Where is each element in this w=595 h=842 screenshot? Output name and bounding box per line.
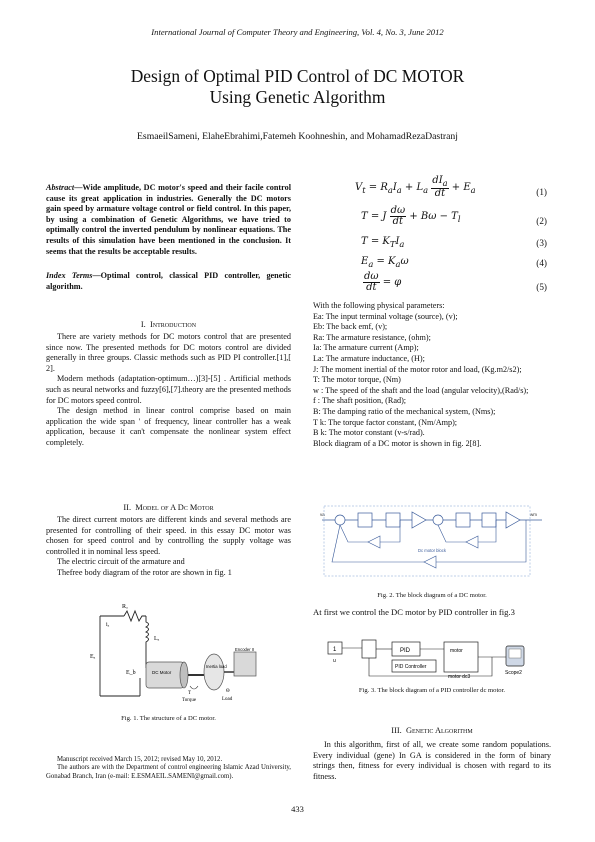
equation-number: (4) <box>536 258 547 268</box>
param-item: f : The shaft position, (Rad); <box>313 396 407 406</box>
sum-block-icon <box>362 640 376 658</box>
equation-4: $E_a = K_a\omega$ <box>361 256 409 269</box>
paragraph: Modern methods (adaptation-optimum…)[3]-[5] . Artificial methods such as neural networks and fuzzy[6],[7].theory are the presented methods for DC motors speed control. <box>46 374 291 405</box>
index-terms-label: Index Terms <box>46 271 93 280</box>
fig1-label-eb: E_b <box>126 670 136 676</box>
fig1-label-load: Load <box>222 697 233 702</box>
param-item: Ea: The input terminal voltage (source), (v); <box>313 311 458 321</box>
gain-block-icon <box>456 513 470 527</box>
params-intro: With the following physical parameters: <box>313 301 445 310</box>
fig1-label-inertia: Inertia load <box>206 664 227 669</box>
section-heading-model <box>46 503 291 512</box>
fig2-label-wm: wm <box>530 512 537 517</box>
fig3-label-scope: Scope2 <box>505 670 522 676</box>
figure-1-motor-structure <box>80 598 270 706</box>
fig3-label-motor: motor <box>450 648 463 654</box>
fig3-label-u: u <box>333 658 336 664</box>
param-item: B k: The motor constant (v-s/rad). <box>313 428 425 438</box>
genetic-algorithm-body <box>313 740 551 782</box>
equation-number: (2) <box>536 216 547 226</box>
index-terms-text: —Optimal control, classical PID controller, genetic algorithm. <box>46 271 291 291</box>
fig1-label-encoder: Encoder II <box>235 647 255 652</box>
param-item: Eb: The back emf, (v); <box>313 322 388 332</box>
feedback-gain-icon <box>368 536 380 548</box>
equation-number: (3) <box>536 238 547 248</box>
title-line-2: Using Genetic Algorithm <box>209 87 386 107</box>
section-heading-introduction <box>46 320 291 329</box>
fig2-block-label: Dc motor block <box>418 548 446 553</box>
figure-3-caption: Fig. 3. The block diagram of a PID controller dc motor. <box>358 687 506 694</box>
section-number: II. <box>123 503 132 512</box>
paragraph: The direct current motors are different kinds and several methods are presented for controlling of their speed. in this essay DC motor was chosen for speed control and by controlling the supply voltage was controlled it in nominal less speed. <box>46 515 291 556</box>
introduction-body <box>46 332 291 449</box>
fig3-label-pid-top: PID <box>400 648 411 654</box>
footnote-line: The authors are with the Department of control engineering Islamic Azad University, Gonabad Branch, Iran (e-mail: E.ESMAEIL.SAMENI@gmail.com). <box>46 764 291 780</box>
index-terms <box>46 271 291 292</box>
equation-2: T = J $\frac{d\omega}{dt}$ + $B\omega - T_l$ <box>361 205 461 227</box>
abstract-text: —Wide amplitude, DC motor's speed and their facile control cause its great application in industries. Generally the DC motors gain speed by armature voltage control or field control. In this paper, by using a combination of Genetic Algorithms, we have tried to optimally control the inverted pendulum by nonlinear equations. The results of this simulation have been mentioned in the conclusion. It seems that the results be acceptable results. <box>46 183 291 256</box>
section-number: I. <box>140 320 146 329</box>
param-item: Ra: The armature resistance, (ohm); <box>313 332 431 342</box>
sum-junction-icon <box>335 515 345 525</box>
param-item: T: The motor torque, (Nm) <box>313 375 401 385</box>
paper-title <box>0 66 595 108</box>
figure-2-caption: Fig. 2. The block diagram of a DC motor. <box>377 592 487 599</box>
fig3-label-motor-dc3: motor dc3 <box>448 674 471 680</box>
authors: EsmaeilSameni, ElaheEbrahimi,Fatemeh Koohneshin, and MohamadRezaDastranj <box>137 131 458 142</box>
figure-2-dc-motor-block-diagram <box>318 500 548 582</box>
fig3-label-pid: PID Controller <box>395 664 427 670</box>
journal-header: International Journal of Computer Theory and Engineering, Vol. 4, No. 3, June 2012 <box>151 27 444 37</box>
equation-5: $\frac{d\omega}{dt}$ = φ <box>364 271 402 293</box>
fig2-label-va: va <box>320 512 325 517</box>
equation-number: (5) <box>536 282 547 292</box>
section-title: Introduction <box>149 320 197 329</box>
section-number: III. <box>391 726 402 735</box>
param-item: Ia: The armature current (Amp); <box>313 343 419 353</box>
gain-block-icon <box>358 513 372 527</box>
equations-block <box>313 176 551 296</box>
paragraph: The electric circuit of the armature and <box>57 557 185 567</box>
figure-3-pid-block-diagram <box>322 632 536 682</box>
section-title: Genetic Algorithm <box>405 726 473 735</box>
parameters-list <box>313 301 551 449</box>
abstract <box>46 183 291 257</box>
fig1-label-ra: Rₐ <box>122 604 128 610</box>
feedback-gain-icon <box>424 556 436 568</box>
gain-triangle-icon <box>412 512 426 528</box>
sum-junction-icon <box>433 515 443 525</box>
param-item: w : The speed of the shaft and the load (angular velocity),(Rad/s); <box>313 385 529 395</box>
feedback-gain-icon <box>466 536 478 548</box>
fig3-intro-paragraph: At first we control the DC motor by PID controller in fig.3 <box>313 607 515 617</box>
gain-triangle-icon <box>506 512 520 528</box>
fig1-label-t: T <box>188 691 192 696</box>
model-body <box>46 515 291 579</box>
fig1-label-ia: iₐ <box>106 622 110 628</box>
footnote-line: Manuscript received March 15, 2012; revised May 10, 2012. <box>57 756 223 763</box>
footnote <box>46 756 291 781</box>
section-heading-genetic-algorithm <box>313 726 551 735</box>
equation-number: (1) <box>536 187 547 197</box>
fig1-label-ea: Eₐ <box>90 654 96 660</box>
title-line-1: Design of Optimal PID Control of DC MOTOR <box>130 66 465 86</box>
fig1-label-la: Lₐ <box>154 636 160 642</box>
equation-1: $V_t = R_aI_a + L_a$ $\frac{dI_a}{dt}$ + $E_a$ <box>355 175 476 199</box>
paragraph: There are variety methods for DC motors control that are presented since now. The presented methods for DC motors control are divided generally in three groups. Classic methods such as PID PI controller.[1],[ 2]. <box>46 332 291 373</box>
param-item: J: The moment inertial of the motor rotor and load, (Kg.m2/s2); <box>313 364 522 374</box>
fig3-label-one: 1 <box>333 647 337 653</box>
paragraph: Thefree body diagram of the rotor are shown in fig. 1 <box>57 567 232 577</box>
equation-3: $T = K_TI_a$ <box>361 236 405 249</box>
fig1-label-angle: Θ <box>226 689 230 694</box>
paragraph: The design method in linear control comprise based on main application the wide span ' of frequency, linear controller has a weak application, because it can't compensate the nonlinear system effect completely. <box>46 406 291 447</box>
abstract-label: Abstract <box>46 183 75 192</box>
param-item: B: The damping ratio of the mechanical system, (Nms); <box>313 406 496 416</box>
integrator-block-icon <box>482 513 496 527</box>
motor-block-icon <box>444 642 478 672</box>
fig1-label-dc-motor: DC Motor <box>152 670 172 675</box>
param-item: T k: The torque factor constant, (Nm/Amp); <box>313 417 458 427</box>
param-item: La: The armature inductance, (H); <box>313 353 425 363</box>
figure-1-caption: Fig. 1. The structure of a DC motor. <box>121 715 216 722</box>
section-title: Model of A Dc Motor <box>135 503 214 512</box>
paragraph: In this algorithm, first of all, we create some random populations. Every individual (gene) In GA is considered in the form of binary strings then, fitness for every individual is chosen with regard to its fitness. <box>313 740 551 781</box>
param-item: Block diagram of a DC motor is shown in fig. 2[8]. <box>313 438 482 448</box>
fig1-label-torque: Torque <box>182 698 197 703</box>
integrator-block-icon <box>386 513 400 527</box>
page-number: 433 <box>291 804 304 814</box>
